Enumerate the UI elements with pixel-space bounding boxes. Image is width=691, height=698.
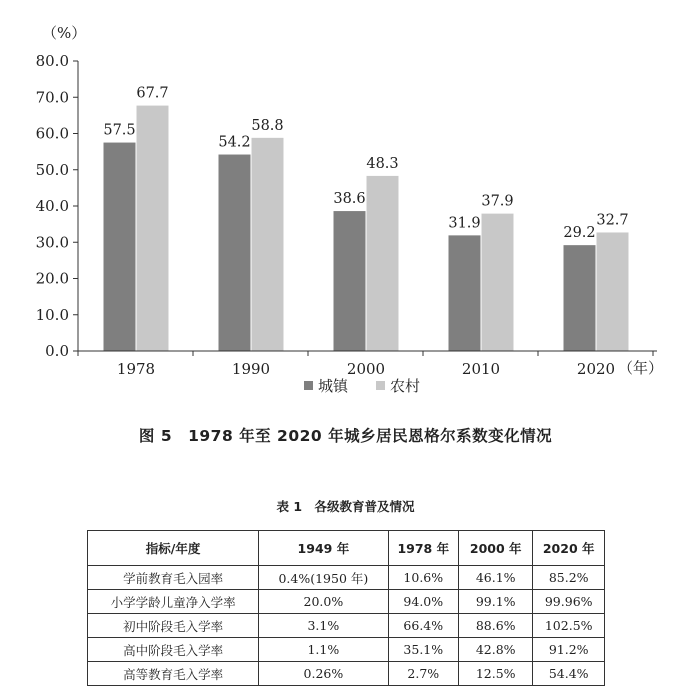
header-cell: 1978 年 [388, 531, 458, 566]
table-cell: 99.96% [533, 590, 605, 614]
bar [564, 245, 596, 351]
table-cell: 66.4% [388, 614, 458, 638]
y-tick-label: 20.0 [35, 269, 69, 288]
legend [304, 377, 420, 395]
table-row [88, 662, 605, 686]
table-cell: 1.1% [259, 638, 388, 662]
data-label: 57.5 [103, 122, 136, 139]
table-cell: 10.6% [388, 566, 458, 590]
data-label: 37.9 [481, 193, 514, 210]
table-cell: 35.1% [388, 638, 458, 662]
table-caption: 表 1 各级教育普及情况 [276, 499, 415, 514]
row-label: 高中阶段毛入学率 [88, 638, 259, 662]
x-unit-label: （年） [618, 359, 664, 377]
data-label: 31.9 [448, 215, 481, 232]
data-label: 48.3 [366, 155, 399, 172]
table-cell: 12.5% [459, 662, 533, 686]
row-label: 小学学龄儿童净入学率 [88, 590, 259, 614]
row-label: 学前教育毛入园率 [88, 566, 259, 590]
y-axis [36, 52, 78, 360]
table-cell: 88.6% [459, 614, 533, 638]
legend-swatch [376, 381, 385, 390]
table-cell: 54.4% [533, 662, 605, 686]
x-tick-label: 1978 [116, 360, 156, 378]
table-cell: 102.5% [533, 614, 605, 638]
table-cell: 99.1% [459, 590, 533, 614]
y-unit-label: （%） [42, 24, 87, 42]
table-cell: 94.0% [388, 590, 458, 614]
header-cell: 1949 年 [259, 531, 388, 566]
x-tick-label: 2000 [346, 360, 386, 378]
y-tick-label: 50.0 [35, 160, 69, 179]
data-label: 54.2 [218, 134, 251, 151]
legend-label: 城镇 [318, 377, 349, 395]
bar [252, 138, 284, 351]
table-row [88, 614, 605, 638]
bar [219, 155, 251, 351]
table-cell: 0.4%(1950 年) [259, 566, 388, 590]
y-tick-label: 30.0 [35, 233, 69, 252]
header-cell: 2000 年 [459, 531, 533, 566]
legend-swatch [304, 381, 313, 390]
data-label: 38.6 [333, 191, 366, 208]
header-cell: 2020 年 [533, 531, 605, 566]
bars [103, 86, 628, 351]
row-label: 初中阶段毛入学率 [88, 614, 259, 638]
row-label: 高等教育毛入学率 [88, 662, 259, 686]
table-row [88, 638, 605, 662]
data-label: 32.7 [596, 212, 629, 229]
bar [137, 106, 169, 351]
table-cell: 2.7% [388, 662, 458, 686]
y-tick-label: 40.0 [35, 197, 69, 215]
table-cell: 46.1% [459, 566, 533, 590]
y-tick-label: 70.0 [35, 88, 69, 107]
table-cell: 91.2% [533, 638, 605, 662]
y-tick-label: 10.0 [35, 305, 69, 324]
bar [334, 211, 366, 351]
data-label: 29.2 [563, 225, 596, 242]
y-tick-label: 60.0 [35, 124, 69, 143]
table-cell: 0.26% [259, 662, 388, 686]
table-header-row [88, 531, 605, 566]
x-tick-label: 2020 [576, 360, 616, 378]
table-cell: 85.2% [533, 566, 605, 590]
bar [449, 235, 481, 351]
table-row [88, 566, 605, 590]
x-tick-label: 2010 [461, 360, 501, 378]
table-row [88, 590, 605, 614]
x-axis [78, 351, 657, 378]
bar [597, 232, 629, 351]
education-table [87, 530, 605, 686]
data-label: 67.7 [136, 85, 169, 102]
bar [367, 176, 399, 351]
x-tick-label: 1990 [231, 360, 271, 378]
y-tick-label: 80.0 [35, 52, 69, 70]
data-label: 58.8 [251, 117, 284, 134]
legend-label: 农村 [390, 377, 421, 395]
table-cell: 42.8% [459, 638, 533, 662]
table-cell: 20.0% [259, 590, 388, 614]
figure-caption: 图 5 1978 年至 2020 年城乡居民恩格尔系数变化情况 [138, 427, 553, 445]
y-tick-label: 0.0 [45, 342, 69, 360]
header-cell: 指标/年度 [88, 531, 259, 566]
bar [104, 143, 136, 351]
bar [482, 214, 514, 351]
table-cell: 3.1% [259, 614, 388, 638]
